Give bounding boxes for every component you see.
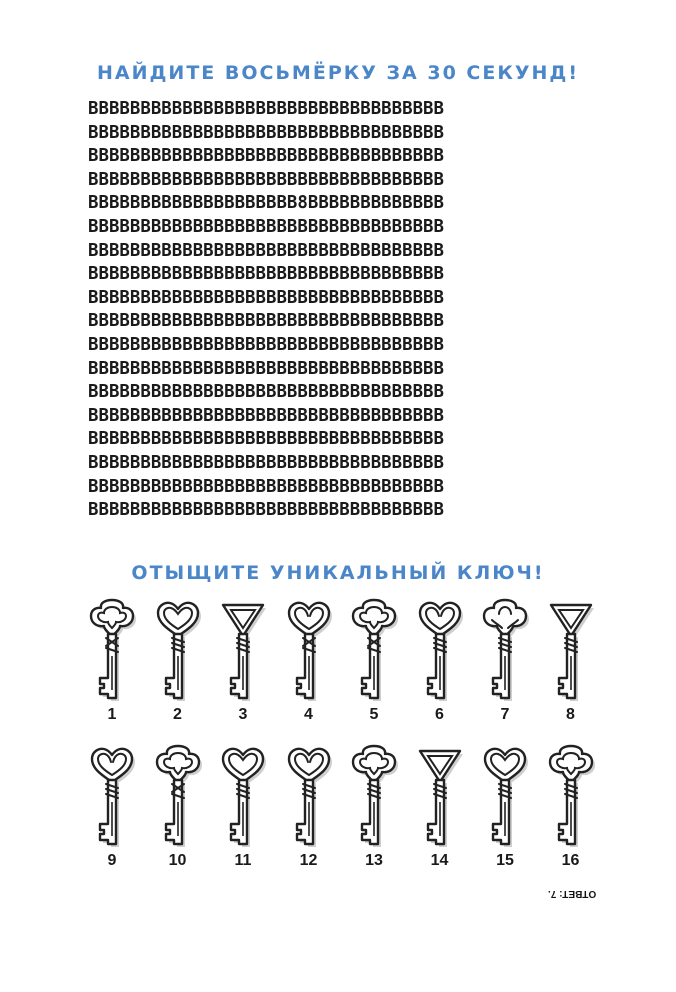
key-number: 9 (107, 852, 117, 869)
puzzle-title-key: ОТЫЩИТЕ УНИКАЛЬНЫЙ КЛЮЧ! (131, 562, 545, 584)
grid-row: BBBBBBBBBBBBBBBBBBBBBBBBBBBBBBBBBB (88, 405, 444, 426)
key-1[interactable] (82, 598, 142, 728)
grid-row: BBBBBBBBBBBBBBBBBBBBBBBBBBBBBBBBBB (88, 122, 444, 143)
grid-row: BBBBBBBBBBBBBBBBBBBBBBBBBBBBBBBBBB (88, 311, 444, 332)
grid-row: BBBBBBBBBBBBBBBBBBBBBBBBBBBBBBBBBB (88, 99, 444, 119)
grid-row: BBBBBBBBBBBBBBBBBBBBBBBBBBBBBBBBBB (88, 452, 444, 473)
grid-row: BBBBBBBBBBBBBBBBBBBBBBBBBBBBBBBBBB (88, 146, 444, 167)
grid-row: BBBBBBBBBBBBBBBBBBBBBBBBBBBBBBBBBB (88, 264, 444, 285)
key-number: 5 (369, 706, 379, 723)
key-6[interactable] (410, 598, 470, 728)
key-icon (148, 598, 208, 702)
key-icon (213, 744, 273, 848)
grid-row: BBBBBBBBBBBBBBBBBBBBBBBBBBBBBBBBBB (88, 500, 444, 521)
key-number: 2 (173, 706, 182, 723)
key-icon (279, 598, 339, 702)
key-15[interactable] (475, 744, 535, 874)
key-12[interactable] (279, 744, 339, 874)
key-9[interactable] (82, 744, 142, 874)
key-icon (475, 744, 535, 848)
key-icon (82, 598, 142, 702)
key-icon (541, 598, 601, 702)
key-5[interactable] (344, 598, 404, 728)
key-number: 16 (561, 852, 580, 869)
key-14[interactable] (410, 744, 470, 874)
key-16[interactable] (541, 744, 601, 874)
grid-row: BBBBBBBBBBBBBBBBBBBBBBBBBBBBBBBBBB (88, 429, 444, 450)
key-8[interactable] (541, 598, 601, 728)
key-number: 1 (107, 706, 117, 723)
key-icon (541, 744, 601, 848)
key-number: 3 (238, 706, 248, 723)
grid-row: BBBBBBBBBBBBBBBBBBBBBBBBBBBBBBBBBB (88, 169, 444, 190)
grid-row: BBBBBBBBBBBBBBBBBBBBBBBBBBBBBBBBBB (88, 334, 444, 355)
grid-row: BBBBBBBBBBBBBBBBBBBBBBBBBBBBBBBBBB (88, 358, 444, 379)
key-number: 13 (365, 852, 383, 869)
key-number: 12 (299, 852, 318, 869)
key-number: 11 (234, 852, 252, 869)
key-number: 10 (168, 852, 187, 869)
key-number: 15 (496, 852, 514, 869)
key-number: 6 (435, 706, 444, 723)
key-number: 14 (430, 852, 449, 869)
key-icon (279, 744, 339, 848)
puzzle-title-eight: НАЙДИТЕ ВОСЬМЁРКУ ЗА 30 СЕКУНД! (96, 62, 579, 84)
grid-row: BBBBBBBBBBBBBBBBBBBB8BBBBBBBBBBBBB (88, 193, 444, 214)
answer-text: ОТВЕТ: 7. (548, 888, 597, 899)
grid-row: BBBBBBBBBBBBBBBBBBBBBBBBBBBBBBBBBB (88, 287, 444, 308)
grid-row: BBBBBBBBBBBBBBBBBBBBBBBBBBBBBBBBBB (88, 240, 444, 261)
key-icon (82, 744, 142, 848)
key-icon (344, 744, 404, 848)
key-number: 4 (304, 706, 313, 723)
key-icon (344, 598, 404, 702)
key-icon (213, 598, 273, 702)
key-13[interactable] (344, 744, 404, 874)
key-icon (410, 744, 470, 848)
grid-row: BBBBBBBBBBBBBBBBBBBBBBBBBBBBBBBBBB (88, 382, 444, 403)
key-3[interactable] (213, 598, 273, 728)
key-10[interactable] (148, 744, 208, 874)
key-4[interactable] (279, 598, 339, 728)
grid-row: BBBBBBBBBBBBBBBBBBBBBBBBBBBBBBBBBB (88, 476, 444, 497)
key-icon (475, 598, 535, 702)
key-number: 7 (500, 706, 510, 723)
key-number: 8 (566, 706, 575, 723)
grid-row: BBBBBBBBBBBBBBBBBBBBBBBBBBBBBBBBBB (88, 216, 444, 237)
key-2[interactable] (148, 598, 208, 728)
key-7[interactable] (475, 598, 535, 728)
key-11[interactable] (213, 744, 273, 874)
key-icon (410, 598, 470, 702)
key-icon (148, 744, 208, 848)
